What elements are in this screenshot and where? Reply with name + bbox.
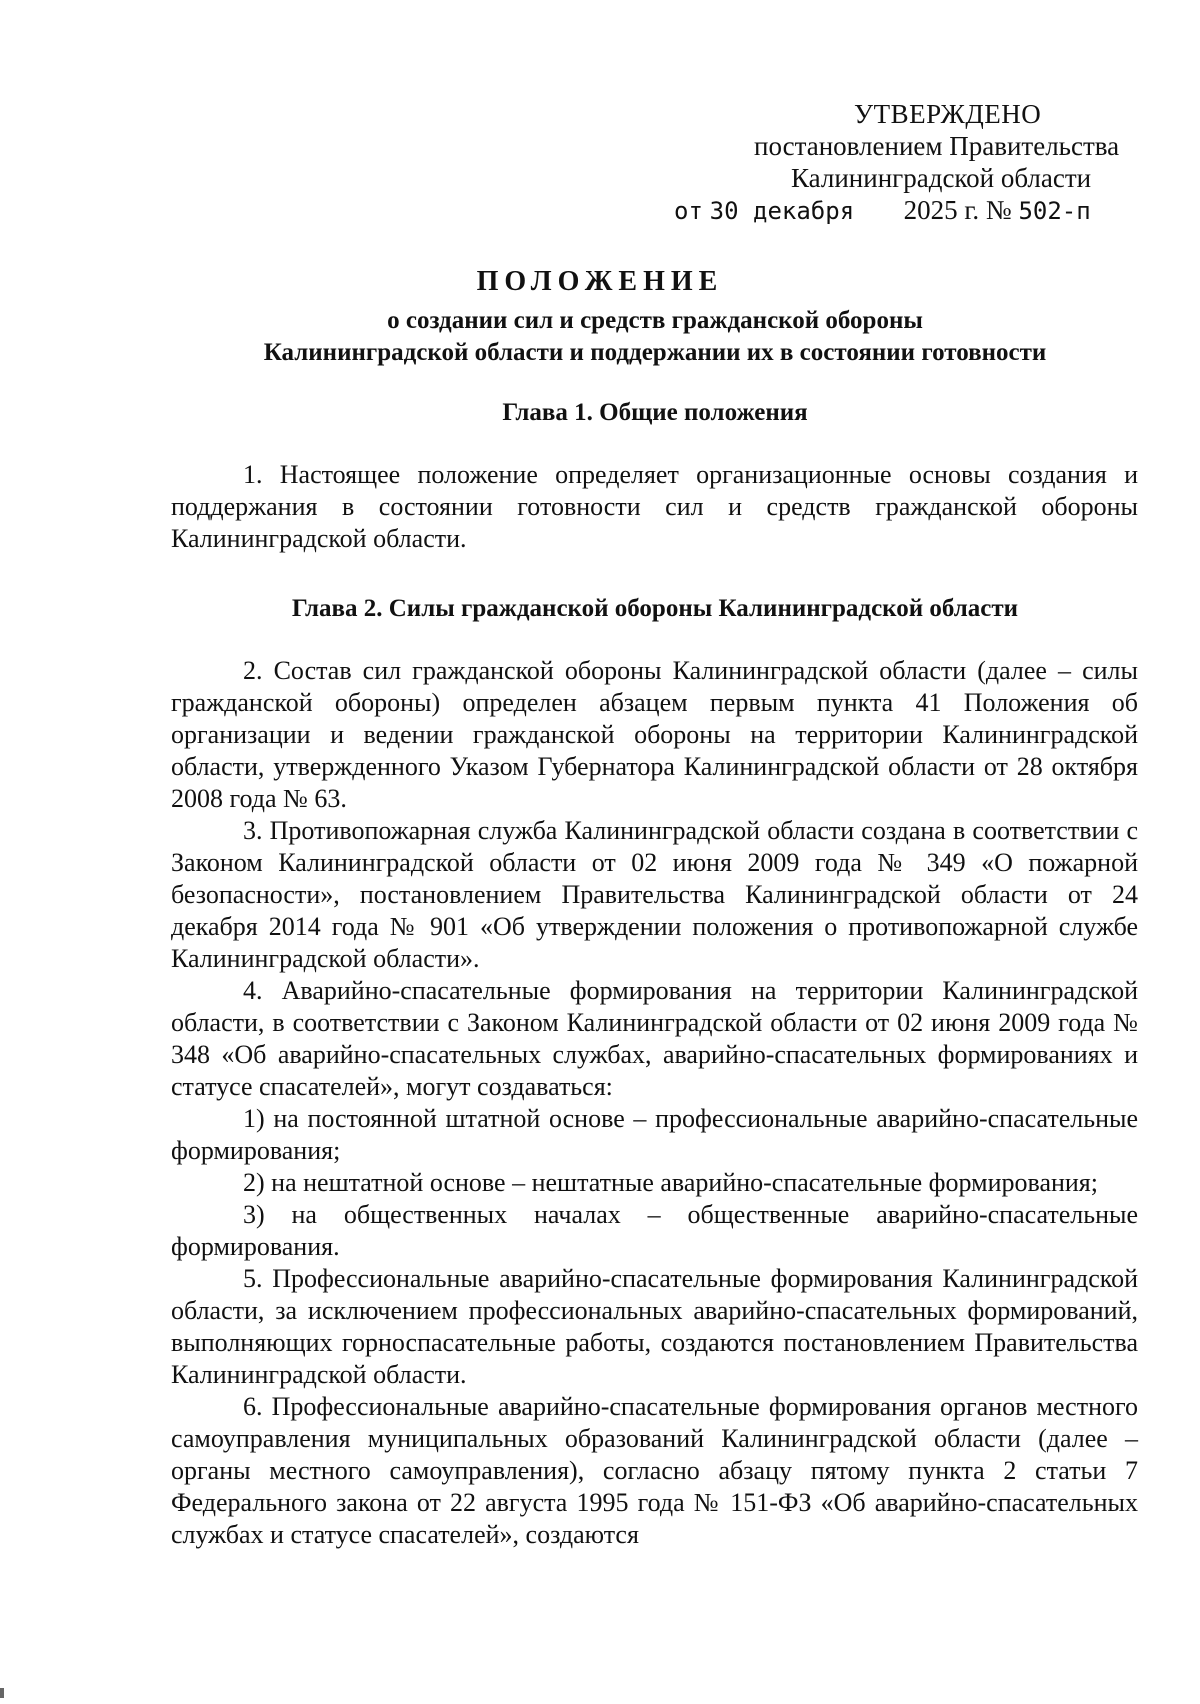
paragraph-1: 1. Настоящее положение определяет организационные основы создания и поддержания в состоянии готовности сил и средств гражданской обороны Калининградской области. xyxy=(171,460,1138,553)
chapter-2-body xyxy=(171,655,1138,1551)
paragraph-5: 5. Профессиональные аварийно-спасательные формирования Калининградской области, за исключением профессиональных аварийно-спасательных формирований, выполняющих горноспасательные работы, создаются постановлением Правительства Калининградской области. xyxy=(171,1264,1138,1389)
paragraph-3: 3. Противопожарная служба Калининградской области создана в соответствии с Законом Калининградской области от 02 июня 2009 года № 349 «О пожарной безопасности», постановлением Правительства Калининградской области от 24 декабря 2014 года № 901 «Об утверждении положения о противопожарной службе Калининградской области». xyxy=(171,816,1138,973)
approval-date-year: 2025 г. № xyxy=(903,195,1012,225)
approval-date-day: 30 декабря xyxy=(709,197,855,225)
paragraph-4-item-1: 1) на постоянной штатной основе – профессиональные аварийно-спасательные формирования; xyxy=(171,1104,1138,1165)
approval-line-region: Калининградской области xyxy=(791,163,1092,193)
approval-title: УТВЕРЖДЕНО xyxy=(854,99,1042,129)
chapter-1-heading: Глава 1. Общие положения xyxy=(502,399,808,426)
chapter-1-body xyxy=(171,459,1138,555)
chapter-2-heading: Глава 2. Силы гражданской обороны Калининградской области xyxy=(291,595,1019,622)
approval-date-line xyxy=(660,194,1140,227)
paragraph-6: 6. Профессиональные аварийно-спасательные формирования органов местного самоуправления муниципальных образований Калининградской области (далее – органы местного самоуправления), согласно абзацу пятому пункта 2 статьи 7 Федерального закона от 22 августа 1995 года № 151-ФЗ «Об аварийно-спасательных службах и статусе спасателей», создаются xyxy=(171,1392,1138,1549)
paragraph-2: 2. Состав сил гражданской обороны Калининградской области (далее – силы гражданской обороны) определен абзацем первым пункта 41 Положения об организации и ведении гражданской обороны на территории Калининградской области, утвержденного Указом Губернатора Калининградской области от 28 октября 2008 года № 63. xyxy=(171,656,1138,813)
paragraph-4-item-3: 3) на общественных началах – общественные аварийно-спасательные формирования. xyxy=(171,1200,1138,1261)
approval-number: 502-п xyxy=(1018,197,1091,225)
paragraph-4-item-2: 2) на нештатной основе – нештатные аварийно-спасательные формирования; xyxy=(243,1168,1098,1197)
paragraph-4: 4. Аварийно-спасательные формирования на территории Калининградской области, в соответствии с Законом Калининградской области от 02 июня 2009 года № 348 «Об аварийно-спасательных службах, аварийно-спасательных формированиях и статусе спасателей», могут создаваться: xyxy=(171,976,1138,1101)
scan-margin-mark xyxy=(0,1688,4,1698)
document-subtitle-line-2: Калининградской области и поддержании их в состоянии готовности xyxy=(263,339,1047,366)
document-title: ПОЛОЖЕНИЕ xyxy=(476,266,724,297)
approval-date-prefix: от xyxy=(674,197,703,225)
document-subtitle-line-1: о создании сил и средств гражданской обороны xyxy=(387,307,923,334)
document-subtitle xyxy=(170,305,1140,369)
approval-line-resolution: постановлением Правительства xyxy=(754,131,1120,161)
approval-stamp xyxy=(660,98,1140,227)
